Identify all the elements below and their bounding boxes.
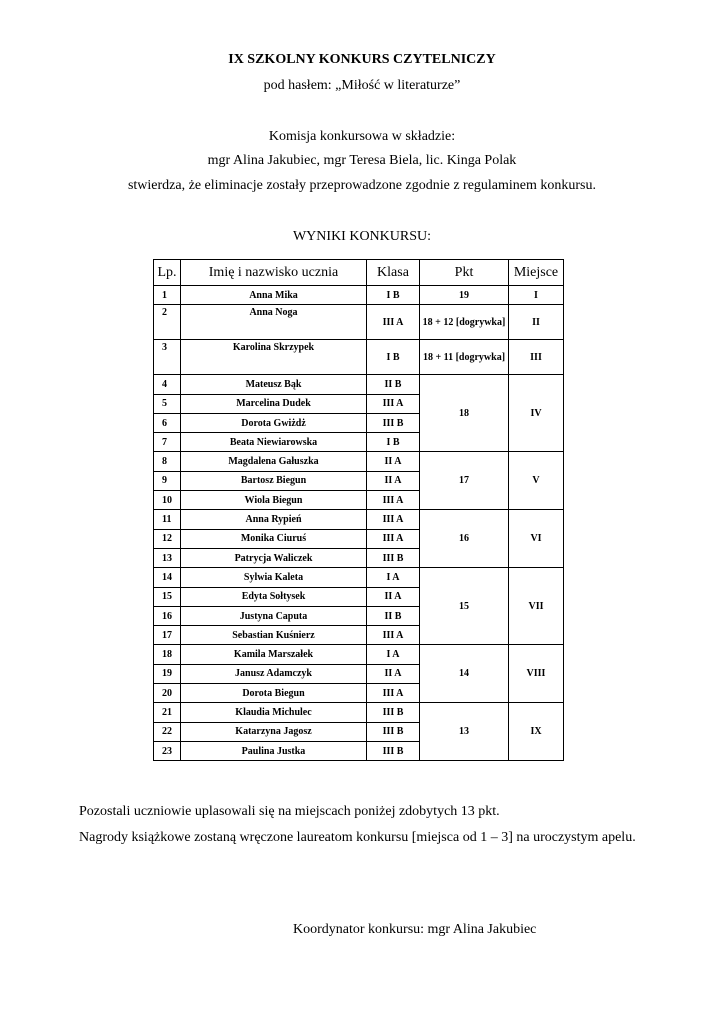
student-name: Karolina Skrzypek	[181, 340, 367, 375]
student-name: Anna Rypień	[181, 510, 367, 529]
row-number: 23	[154, 741, 181, 760]
student-name: Paulina Justka	[181, 741, 367, 760]
student-class: I B	[367, 433, 420, 452]
student-class: III A	[367, 684, 420, 703]
row-number: 5	[154, 394, 181, 413]
table-row	[154, 452, 564, 471]
table-row	[154, 340, 564, 375]
student-class: II A	[367, 664, 420, 683]
student-class: III B	[367, 548, 420, 567]
student-name: Kamila Marszałek	[181, 645, 367, 664]
place-cell: II	[509, 305, 564, 340]
row-number: 2	[154, 305, 181, 340]
points-cell: 15	[420, 568, 509, 645]
student-name: Mateusz Bąk	[181, 375, 367, 394]
table-row	[154, 645, 564, 664]
place-cell: III	[509, 340, 564, 375]
student-class: I B	[367, 286, 420, 305]
student-name: Anna Noga	[181, 305, 367, 340]
row-number: 6	[154, 413, 181, 432]
student-name: Beata Niewiarowska	[181, 433, 367, 452]
student-class: II A	[367, 471, 420, 490]
student-name: Sebastian Kuśnierz	[181, 626, 367, 645]
student-class: III B	[367, 722, 420, 741]
student-name: Wiola Biegun	[181, 491, 367, 510]
student-name: Anna Mika	[181, 286, 367, 305]
column-header-points: Pkt	[420, 260, 509, 286]
row-number: 9	[154, 471, 181, 490]
student-class: III B	[367, 741, 420, 760]
student-name: Dorota Biegun	[181, 684, 367, 703]
row-number: 17	[154, 626, 181, 645]
student-name: Sylwia Kaleta	[181, 568, 367, 587]
student-name: Katarzyna Jagosz	[181, 722, 367, 741]
row-number: 1	[154, 286, 181, 305]
student-class: I B	[367, 340, 420, 375]
commission-statement: stwierdza, że eliminacje zostały przeprowadzone zgodnie z regulaminem konkursu.	[127, 178, 597, 193]
place-cell: VIII	[509, 645, 564, 703]
student-class: III B	[367, 413, 420, 432]
student-class: I A	[367, 568, 420, 587]
contest-motto: pod hasłem: „Miłość w literaturze”	[263, 78, 461, 93]
table-row	[154, 305, 564, 340]
column-header-place: Miejsce	[509, 260, 564, 286]
column-header-name: Imię i nazwisko ucznia	[181, 260, 367, 286]
place-cell: V	[509, 452, 564, 510]
place-cell: IV	[509, 375, 564, 452]
place-cell: I	[509, 286, 564, 305]
row-number: 20	[154, 684, 181, 703]
points-cell: 18 + 11 [dogrywka]	[420, 340, 509, 375]
student-class: III A	[367, 510, 420, 529]
student-class: II A	[367, 452, 420, 471]
results-heading: WYNIKI KONKURSU:	[292, 229, 432, 244]
row-number: 8	[154, 452, 181, 471]
row-number: 11	[154, 510, 181, 529]
student-name: Monika Ciuruś	[181, 529, 367, 548]
table-header-row	[154, 260, 564, 286]
row-number: 16	[154, 606, 181, 625]
student-class: III B	[367, 703, 420, 722]
student-name: Edyta Sołtysek	[181, 587, 367, 606]
row-number: 13	[154, 548, 181, 567]
student-name: Klaudia Michulec	[181, 703, 367, 722]
row-number: 19	[154, 664, 181, 683]
row-number: 15	[154, 587, 181, 606]
student-name: Justyna Caputa	[181, 606, 367, 625]
row-number: 14	[154, 568, 181, 587]
student-class: I A	[367, 645, 420, 664]
results-table	[153, 259, 564, 761]
student-name: Patrycja Waliczek	[181, 548, 367, 567]
points-cell: 13	[420, 703, 509, 761]
points-cell: 19	[420, 286, 509, 305]
column-header-class: Klasa	[367, 260, 420, 286]
place-cell: VI	[509, 510, 564, 568]
student-class: II A	[367, 587, 420, 606]
row-number: 10	[154, 491, 181, 510]
student-class: III A	[367, 491, 420, 510]
table-row	[154, 375, 564, 394]
student-class: III A	[367, 305, 420, 340]
commission-intro: Komisja konkursowa w składzie:	[268, 129, 456, 144]
student-class: III A	[367, 529, 420, 548]
prizes-note: Nagrody książkowe zostaną wręczone laureatom konkursu [miejsca od 1 – 3] na uroczystym apelu.	[79, 830, 636, 845]
place-cell: IX	[509, 703, 564, 761]
document-title: IX SZKOLNY KONKURS CZYTELNICZY	[228, 52, 496, 67]
student-name: Janusz Adamczyk	[181, 664, 367, 683]
row-number: 18	[154, 645, 181, 664]
row-number: 12	[154, 529, 181, 548]
points-cell: 18	[420, 375, 509, 452]
coordinator-signature: Koordynator konkursu: mgr Alina Jakubiec	[293, 922, 537, 937]
student-class: III A	[367, 394, 420, 413]
points-cell: 14	[420, 645, 509, 703]
student-name: Magdalena Gałuszka	[181, 452, 367, 471]
student-name: Marcelina Dudek	[181, 394, 367, 413]
place-cell: VII	[509, 568, 564, 645]
points-cell: 17	[420, 452, 509, 510]
table-row	[154, 703, 564, 722]
row-number: 22	[154, 722, 181, 741]
remaining-students-note: Pozostali uczniowie uplasowali się na miejscach poniżej zdobytych 13 pkt.	[79, 804, 500, 819]
student-class: II B	[367, 375, 420, 394]
table-row	[154, 286, 564, 305]
points-cell: 16	[420, 510, 509, 568]
row-number: 7	[154, 433, 181, 452]
student-class: II B	[367, 606, 420, 625]
row-number: 4	[154, 375, 181, 394]
commission-members: mgr Alina Jakubiec, mgr Teresa Biela, lic. Kinga Polak	[207, 153, 517, 168]
student-name: Dorota Gwiżdż	[181, 413, 367, 432]
row-number: 3	[154, 340, 181, 375]
table-row	[154, 568, 564, 587]
table-row	[154, 510, 564, 529]
student-class: III A	[367, 626, 420, 645]
column-header-lp: Lp.	[154, 260, 181, 286]
student-name: Bartosz Biegun	[181, 471, 367, 490]
points-cell: 18 + 12 [dogrywka]	[420, 305, 509, 340]
row-number: 21	[154, 703, 181, 722]
